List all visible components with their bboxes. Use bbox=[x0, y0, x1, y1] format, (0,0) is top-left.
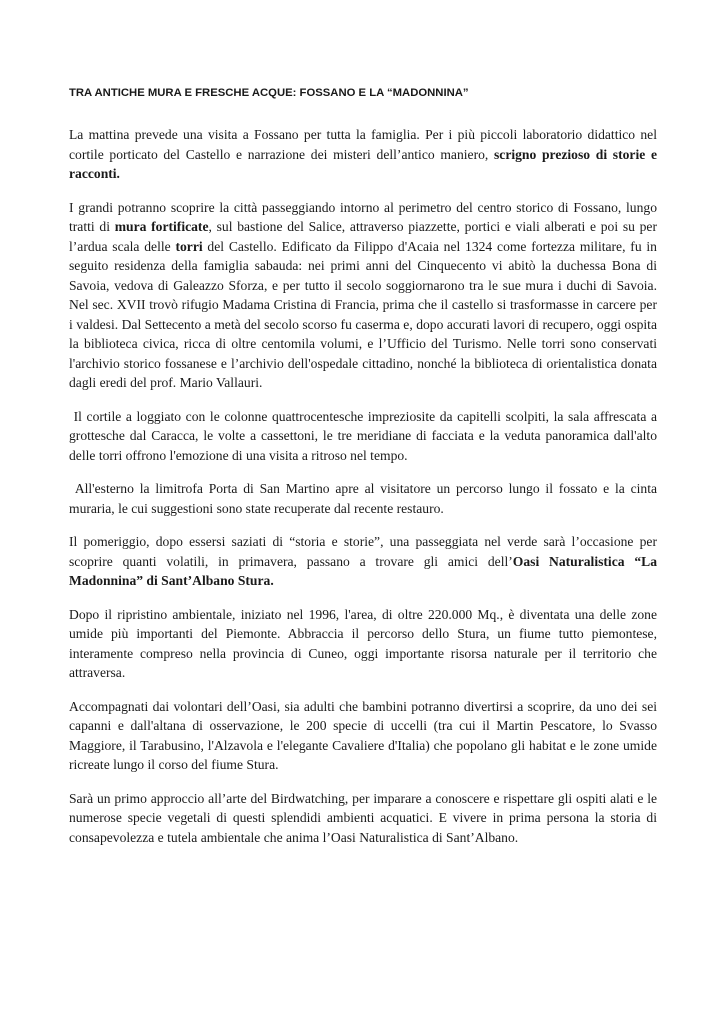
document-page bbox=[69, 86, 657, 861]
text-run: Dopo il ripristino ambientale, iniziato nel 1996, l'area, di oltre 220.000 Mq., è diventata una delle zone umide più importanti del Piemonte. Abbraccia il percorso dello Stura, un fiume tutto piemontese, interamente compreso nella provincia di Cuneo, oggi importante risorsa naturale per il territorio che attraversa. bbox=[69, 606, 657, 680]
document-body bbox=[69, 125, 657, 847]
text-run: Il cortile a loggiato con le colonne quattrocentesche impreziosite da capitelli scolpiti, la sala affrescata a grottesche dal Caracca, le volte a cassettoni, le tre meridiane di facciata e la veduta panoramica dall'alto delle torri offrono l'emozione di una visita a ritroso nel tempo. bbox=[69, 408, 657, 463]
paragraph-5 bbox=[69, 532, 657, 591]
bold-text: Oasi Naturalistica “La Madonnina” di Sant’Albano Stura. bbox=[69, 553, 657, 588]
text-run: I grandi potranno scoprire la città passeggiando intorno al perimetro del centro storico di Fossano, lungo tratti di bbox=[69, 199, 657, 234]
text-run: Sarà un primo approccio all’arte del Birdwatching, per imparare a conoscere e rispettare gli ospiti alati e le numerose specie vegetali di questi splendidi ambienti acquatici. E vivere in prima persona la storia di consapevolezza e tutela ambientale che anima l’Oasi Naturalistica di Sant’Albano. bbox=[69, 790, 657, 845]
paragraph-2 bbox=[69, 198, 657, 393]
bold-text: scrigno prezioso di storie e racconti. bbox=[69, 146, 657, 181]
text-run: , sul bastione del Salice, attraverso piazzette, portici e viali alberati e poi su per l’ardua scala delle bbox=[69, 219, 657, 254]
paragraph-3 bbox=[69, 407, 657, 466]
bold-text: torri bbox=[175, 238, 203, 254]
text-run: Accompagnati dai volontari dell’Oasi, sia adulti che bambini potranno divertirsi a scoprire, da uno dei sei capanni e dall'altana di osservazione, le 200 specie di uccelli (tra cui il Martin Pescatore, lo Svasso Maggiore, il Tarabusino, l'Alzavola e l'elegante Cavaliere d'Italia) che popolano gli habitat e le zone umide ricreate lungo il corso del fiume Stura. bbox=[69, 698, 657, 772]
paragraph-1 bbox=[69, 125, 657, 184]
text-run: All'esterno la limitrofa Porta di San Martino apre al visitatore un percorso lungo il fossato e la cinta muraria, le cui suggestioni sono state recuperate dal recente restauro. bbox=[69, 481, 657, 516]
text-run: La mattina prevede una visita a Fossano per tutta la famiglia. Per i più piccoli laboratorio didattico nel cortile porticato del Castello e narrazione dei misteri dell’antico maniero, bbox=[69, 127, 657, 162]
paragraph-7 bbox=[69, 697, 657, 775]
text-run: Il pomeriggio, dopo essersi saziati di “storia e storie”, una passeggiata nel verde sarà l’occasione per scoprire quanti volatili, in primavera, passano a trovare gli amici dell’ bbox=[69, 534, 657, 569]
paragraph-8 bbox=[69, 789, 657, 848]
bold-text: mura fortificate bbox=[114, 219, 209, 234]
document-title: TRA ANTICHE MURA E FRESCHE ACQUE: FOSSANO E LA “MADONNINA” bbox=[69, 87, 469, 99]
text-run: del Castello. Edificato da Filippo d'Acaia nel 1324 come fortezza militare, fu in seguito residenza della famiglia sabauda: nei primi anni del Cinquecento vi abitò la duchessa Bona di Savoia, vedova di Galeazzo Sforza, e per tutto il secolo soggiornarono tra le sue mura i duchi di Savoia. Nel sec. XVII trovò rifugio Madama Cristina di Francia, prima che il castello si trasformasse in carcere per i valdesi. Dal Settecento a metà del secolo scorso fu caserma e, dopo accurati lavori di recupero, oggi ospita la biblioteca civica, ricca di oltre centomila volumi, e l’Ufficio del Turismo. Nelle torri sono conservati l'archivio storico fossanese e l’archivio dell'ospedale cittadino, nonché la biblioteca di orientalistica donata dagli eredi del prof. Mario Vallauri. bbox=[69, 238, 657, 390]
paragraph-4 bbox=[69, 479, 657, 518]
paragraph-6 bbox=[69, 605, 657, 683]
